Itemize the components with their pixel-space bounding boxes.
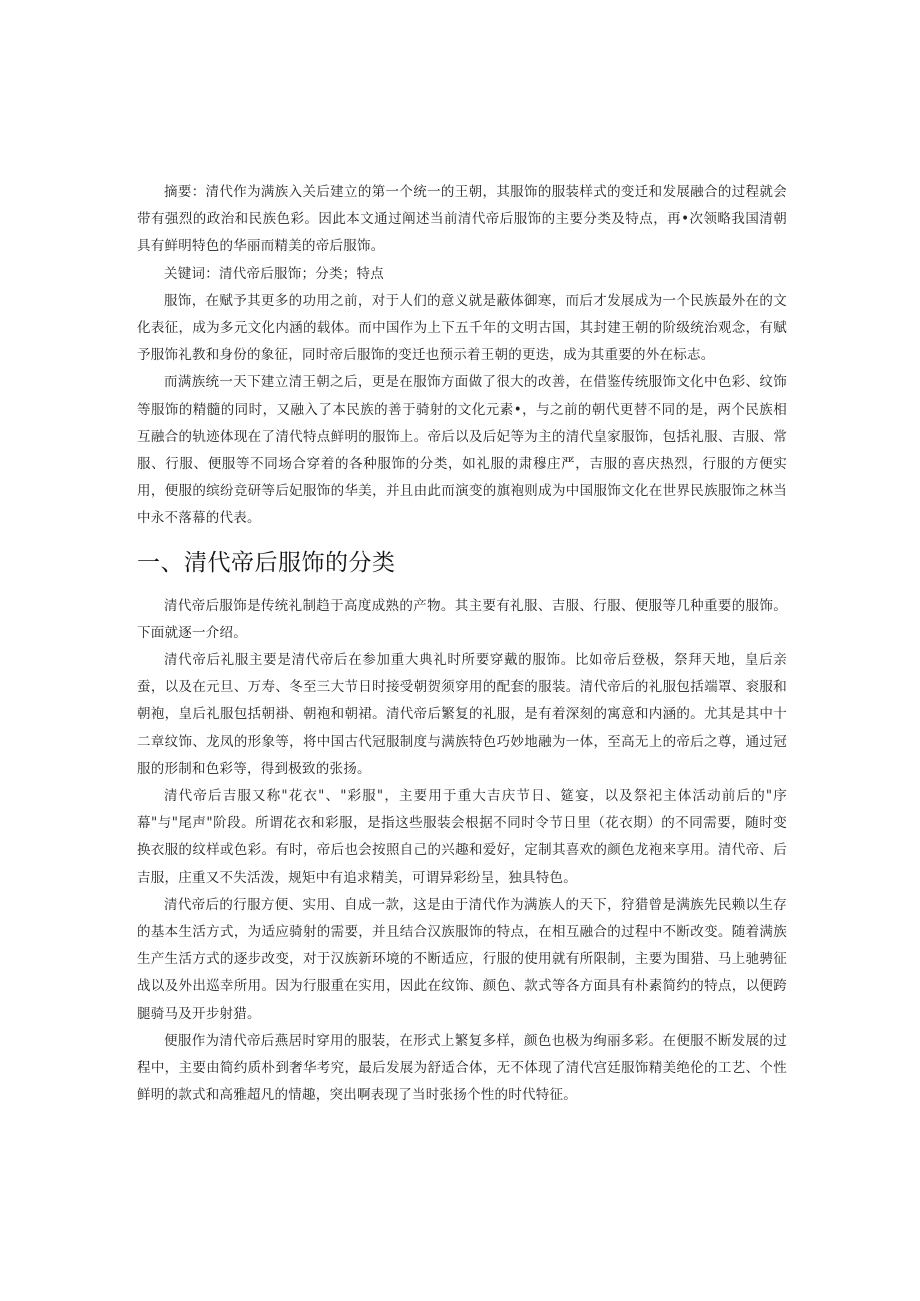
section-paragraph-travel-robes: 清代帝后的行服方便、实用、自成一款，这是由于清代作为满族人的天下，狩猎曾是满族先民赖以生存的基本生活方式，为适应骑射的需要，并且结合汉族服饰的特点，在相互融合的过程中不断改变。随着满族生产生活方式的逐步改变，对于汉族新环境的不断适应，行服的使用就有所限制，主要为围猎、马上驰骋征战以及外出巡幸所用。因为行服重在实用，因此在纹饰、颜色、款式等各方面具有朴素简约的特点，以便跨腿骑马及开步射猎。 (137, 896, 787, 1022)
section-paragraph-festive-robes: 清代帝后吉服又称"花衣"、"彩服"，主要用于重大吉庆节日、筵宴，以及祭祀主体活动前后的"序幕"与"尾声"阶段。所谓花衣和彩服，是指这些服装会根据不同时令节日里（花衣期）的不同需要，随时变换衣服的纹样或色彩。有时，帝后也会按照自己的兴趣和爱好，定制其喜欢的颜色龙袍来享用。清代帝、后吉服，庄重又不失活泼，规矩中有追求精美，可谓异彩纷呈，独具特色。 (137, 788, 787, 886)
intro-paragraph-1: 服饰，在赋予其更多的功用之前，对于人们的意义就是蔽体御寒，而后才发展成为一个民族最外在的文化表征，成为多元文化内涵的载体。而中国作为上下五千年的文明古国，其封建王朝的阶级统治观念，有赋予服饰礼教和身份的象征，同时帝后服饰的变迁也预示着王朝的更迭，成为其重要的外在标志。 (137, 292, 787, 364)
section-paragraph-overview: 清代帝后服饰是传统礼制趋于高度成熟的产物。其主要有礼服、吉服、行服、便服等几种重要的服饰。下面就逐一介绍。 (137, 597, 787, 641)
section-paragraph-informal-robes: 便服作为清代帝后燕居时穿用的服装，在形式上繁复多样，颜色也极为绚丽多彩。在便服不断发展的过程中，主要由简约质朴到奢华考究，最后发展为舒适合体，无不体现了清代宫廷服饰精美绝伦的工艺、个性鲜明的款式和高雅超凡的情趣，突出啊表现了当时张扬个性的时代特征。 (137, 1032, 787, 1104)
abstract-paragraph: 摘要：清代作为满族入关后建立的第一个统一的王朝，其服饰的服装样式的变迁和发展融合的过程就会带有强烈的政治和民族色彩。因此本文通过阐述当前清代帝后服饰的主要分类及特点，再•次领略我国清朝具有鲜明特色的华丽而精美的帝后服饰。 (137, 184, 787, 255)
section-heading-classification: 一、清代帝后服饰的分类 (137, 549, 396, 576)
document-body (137, 179, 787, 1110)
intro-paragraph-2: 而满族统一天下建立清王朝之后，更是在服饰方面做了很大的改善，在借鉴传统服饰文化中色彩、纹饰等服饰的精髓的同时，又融入了本民族的善于骑射的文化元素•，与之前的朝代更替不同的是，两个民族相互融合的轨迹体现在了清代特点鲜明的服饰上。帝后以及后妃等为主的清代皇家服饰，包括礼服、吉服、常服、行服、便服等不同场合穿着的各种服饰的分类，如礼服的肃穆庄严，吉服的喜庆热烈，行服的方便实用，便服的缤纷竞研等后妃服饰的华美，并且由此而演变的旗袍则成为中国服饰文化在世界民族服饰之林当中永不落幕的代表。 (137, 374, 787, 527)
keywords-line: 关键词：清代帝后服饰；分类；特点 (164, 265, 384, 282)
section-paragraph-ceremonial-robes: 清代帝后礼服主要是清代帝后在参加重大典礼时所要穿戴的服饰。比如帝后登极，祭拜天地，皇后亲蚕，以及在元旦、万寿、冬至三大节日时接受朝贺须穿用的配套的服装。清代帝后的礼服包括端罩、衮服和朝袍，皇后礼服包括朝褂、朝袍和朝裙。清代帝后繁复的礼服，是有着深刻的寓意和内涵的。尤其是其中十二章纹饰、龙凤的形象等，将中国古代冠服制度与满族特色巧妙地融为一体，至高无上的帝后之尊，通过冠服的形制和色彩等，得到极致的张扬。 (137, 652, 787, 777)
